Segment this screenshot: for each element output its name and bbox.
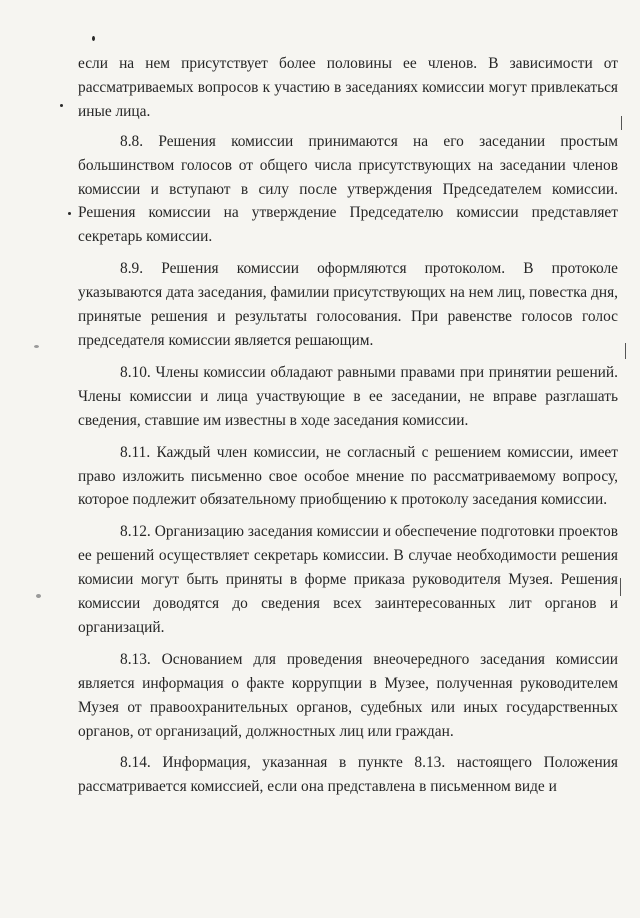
paragraph-8-9: 8.9. Решения комиссии оформляются протоколом. В протоколе указываются дата заседания, фамилии присутствующих на нем лиц, повестка дня, принятые решения и результаты голосования. При равенстве голосов голос председателя комиссии является решающим. <box>78 260 618 349</box>
paragraph-8-10: 8.10. Члены комиссии обладают равными правами при принятии решений. Члены комиссии и лица участвующие в ее заседании, не вправе разглашать сведения, ставшие им известны в ходе заседания комиссии. <box>78 363 618 429</box>
scan-edge-mark <box>620 578 621 596</box>
scan-edge-mark <box>625 343 626 359</box>
paragraph-continuation: если на нем присутствует более половины ее членов. В зависимости от рассматриваемых вопросов к участию в заседаниях комиссии могут привлекаться иные лица. <box>78 55 618 120</box>
scan-speck <box>34 345 39 348</box>
document-body <box>78 52 618 799</box>
paragraph-8-12: 8.12. Организацию заседания комиссии и обеспечение подготовки проектов ее решений осуществляет секретарь комиссии. В случае необходимости решения комисии могут быть приняты в форме приказа руководителя Музея. Решения комиссии доводятся до сведения всех заинтересованных лит органов и организаций. <box>78 523 618 636</box>
scan-speck <box>36 594 41 598</box>
paragraph-8-14: 8.14. Информация, указанная в пункте 8.13. настоящего Положения рассматривается комиссией, если она представлена в письменном виде и <box>78 754 618 796</box>
scan-speck <box>60 104 63 107</box>
paragraph-8-13: 8.13. Основанием для проведения внеочередного заседания комиссии является информация о факте коррупции в Музее, полученная руководителем Музея от правоохранительных органов, судебных или иных государственных органов, от организаций, должностных лиц или граждан. <box>78 650 618 740</box>
scan-edge-mark <box>621 116 622 130</box>
scan-speck <box>68 212 71 215</box>
paragraph-8-11: 8.11. Каждый член комиссии, не согласный с решением комиссии, имеет право изложить письменно свое особое мнение по рассматриваемому вопросу, которое подлежит обязательному приобщению к протоколу заседания комиссии. <box>78 443 618 509</box>
paragraph-8-8: 8.8. Решения комиссии принимаются на его заседании простым большинством голосов от общего числа присутствующих на заседании членов комиссии и вступают в силу после утверждения Председателем комиссии. Решения комиссии на утверждение Председателю комиссии представляет секретарь комиссии. <box>78 132 618 246</box>
scan-speck <box>92 36 95 41</box>
